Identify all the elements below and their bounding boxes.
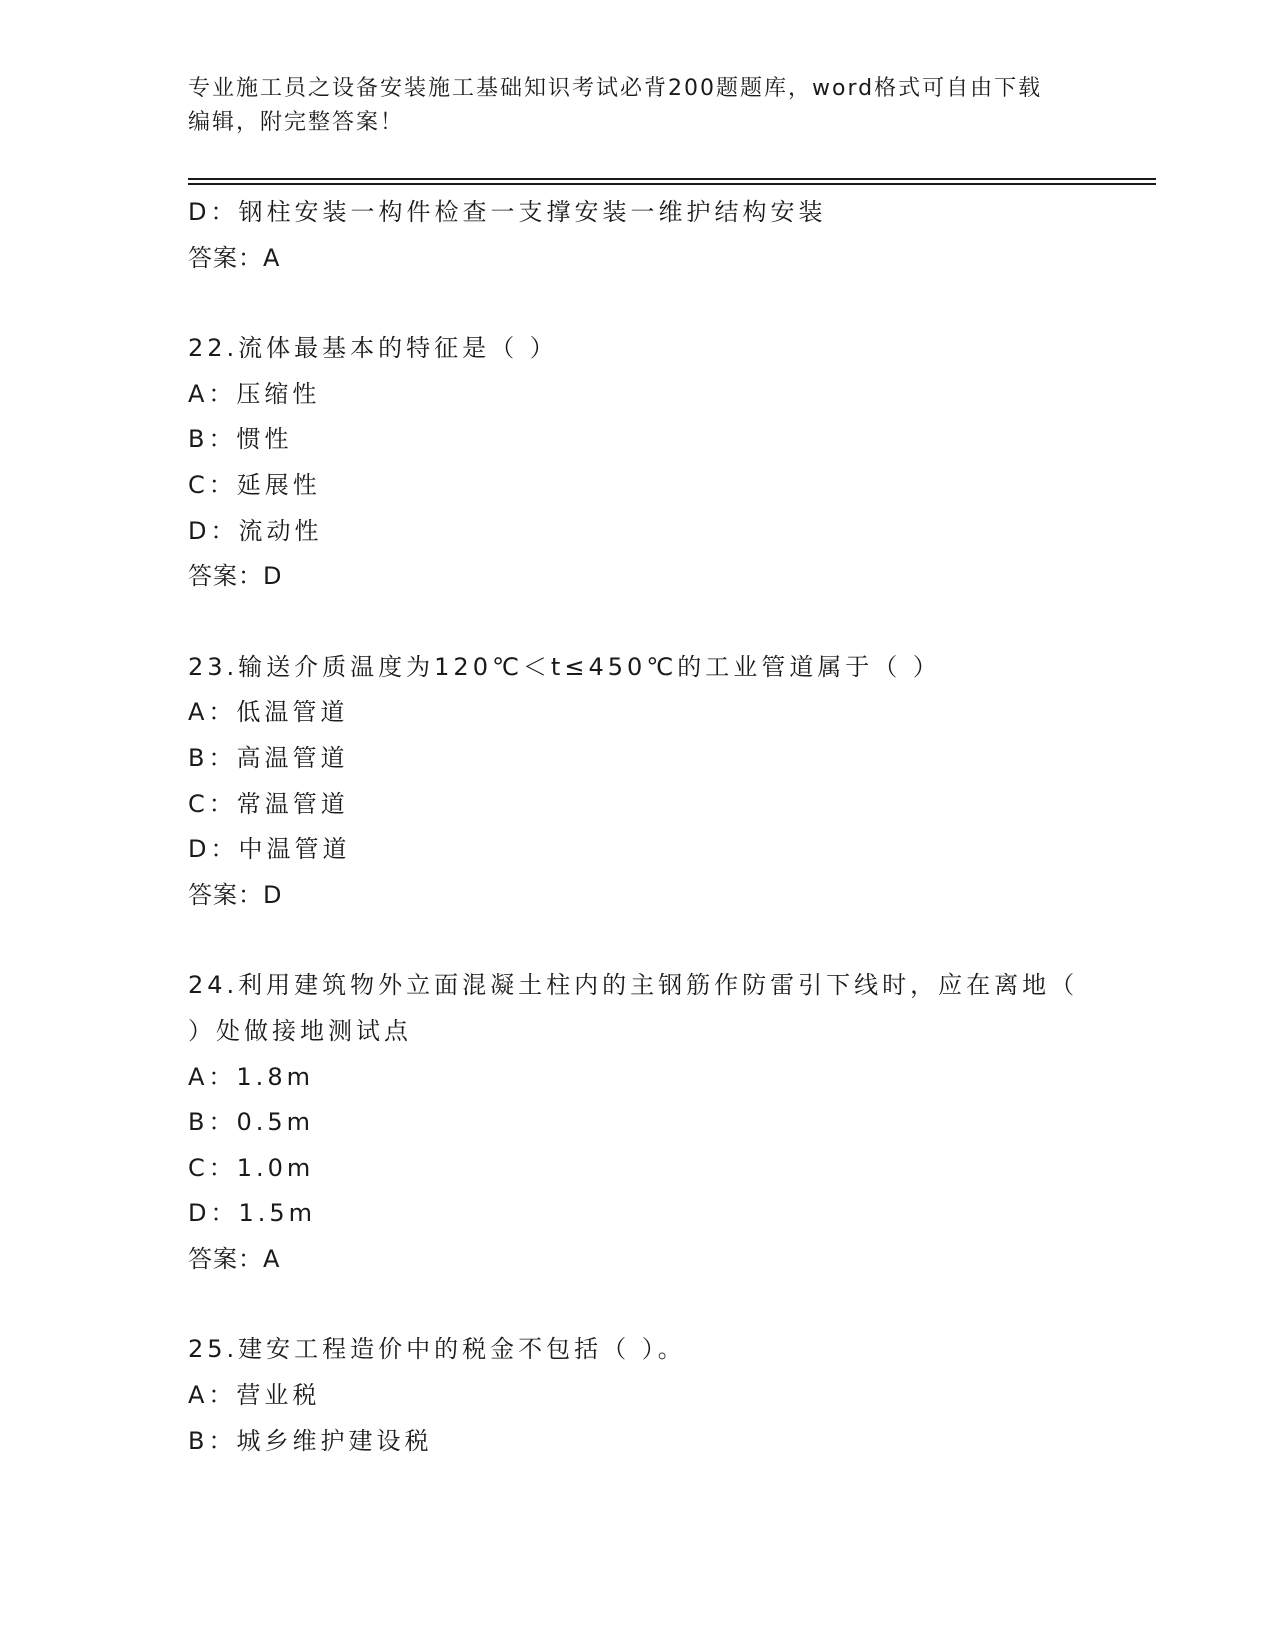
- option-b: B：高温管道: [188, 743, 349, 772]
- option-d: D：中温管道: [188, 835, 351, 864]
- answer-line: 答案：D: [188, 880, 283, 909]
- question-text: 22.流体最基本的特征是（ ）: [188, 334, 558, 363]
- option-c: C：延展性: [188, 470, 321, 499]
- document-header: [188, 72, 1088, 140]
- option-b: B：城乡维护建设税: [188, 1426, 433, 1455]
- answer-line: 答案：D: [188, 562, 283, 591]
- question-list: [188, 190, 1188, 1464]
- option-c: C：常温管道: [188, 789, 349, 818]
- option-b: B：惯性: [188, 425, 293, 454]
- header-title-line1: 专业施工员之设备安装施工基础知识考试必背200题题库，word格式可自由下载: [188, 76, 1043, 101]
- question-22: [188, 326, 1188, 600]
- option-a: A：1.8m: [188, 1062, 314, 1091]
- option-d: D：1.5m: [188, 1199, 317, 1228]
- option-b: B：0.5m: [188, 1108, 315, 1137]
- option-a: A：压缩性: [188, 379, 321, 408]
- answer-line: 答案：A: [188, 1244, 281, 1273]
- option-d: D：钢柱安装一构件检查一支撑安装一维护结构安装: [188, 198, 827, 226]
- question-25: [188, 1327, 1188, 1464]
- header-title-line2: 编辑，附完整答案！: [188, 110, 405, 135]
- question-24: [188, 963, 1188, 1282]
- answer-line: 答案：A: [188, 243, 281, 272]
- header-divider-bottom: [188, 183, 1156, 185]
- question-text: 24.利用建筑物外立面混凝土柱内的主钢筋作防雷引下线时，应在离地（ ）处做接地测试点: [188, 971, 1079, 1045]
- question-23: [188, 645, 1188, 919]
- option-d: D：流动性: [188, 516, 323, 545]
- option-a: A：营业税: [188, 1381, 321, 1410]
- previous-question-tail: [188, 190, 1188, 281]
- question-text: 23.输送介质温度为120℃＜t≤450℃的工业管道属于（ ）: [188, 652, 941, 681]
- header-divider-top: [188, 178, 1156, 180]
- option-c: C：1.0m: [188, 1153, 315, 1182]
- question-text: 25.建安工程造价中的税金不包括（ ）。: [188, 1335, 686, 1364]
- option-a: A：低温管道: [188, 698, 349, 727]
